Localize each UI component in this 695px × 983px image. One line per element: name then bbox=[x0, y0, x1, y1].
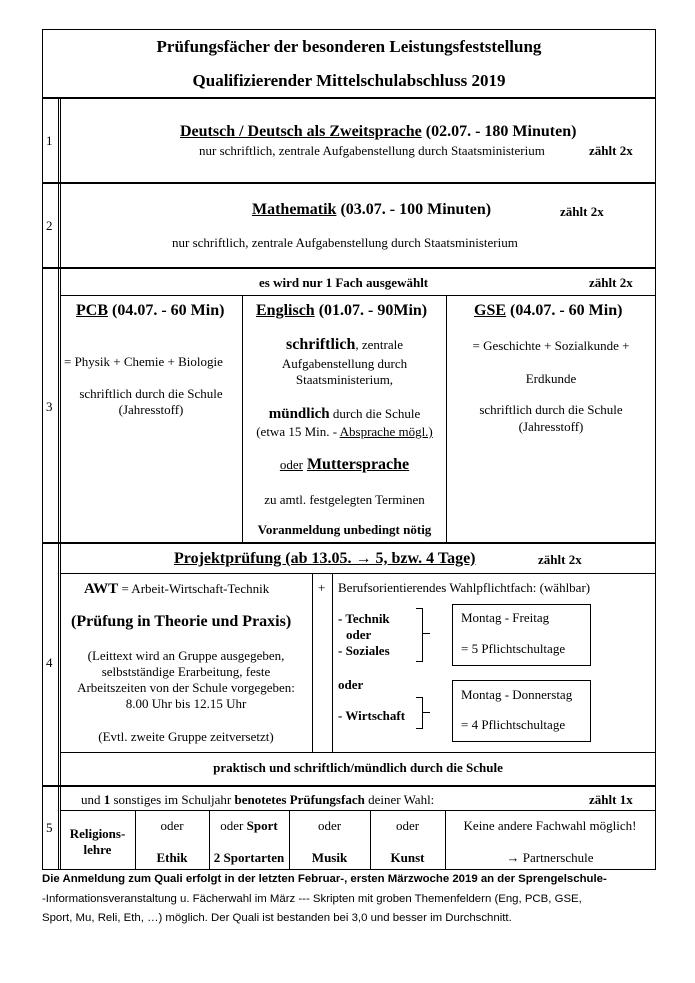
deutsch-date: (02.07. - 180 Minuten) bbox=[425, 123, 577, 140]
title-line-2: Qualifizierender Mittelschulabschluss 2019 bbox=[192, 71, 506, 90]
awt-p4: 8.00 Uhr bis 12.15 Uhr bbox=[125, 696, 247, 711]
sonstiges-und: und bbox=[81, 792, 104, 807]
englisch-schriftlich: schriftlich bbox=[286, 336, 356, 353]
row-number-5: 5 bbox=[46, 820, 53, 835]
option-wirtschaft: - Wirtschaft bbox=[338, 708, 406, 723]
englisch-muendlich: mündlich bbox=[268, 406, 330, 422]
englisch-date: (01.07. - 90Min) bbox=[318, 302, 428, 319]
pcb-line2: schriftlich durch die Schule bbox=[79, 386, 223, 401]
cell-keine-wahl: Keine andere Fachwahl möglich! bbox=[463, 818, 637, 833]
wahl-header: es wird nur 1 Fach ausgewählt bbox=[259, 275, 429, 290]
footnote-line-2: -Informationsveranstaltung u. Fächerwahl im März --- Skripten mit groben Themenfeldern (Eng, PCB, GSE, bbox=[42, 893, 582, 905]
englisch-subject: Englisch bbox=[256, 302, 315, 319]
cell-religion-1: Religions- bbox=[69, 826, 126, 841]
gse-line1: = Geschichte + Sozialkunde + bbox=[472, 338, 630, 353]
cell-sport: Sport bbox=[246, 818, 278, 833]
englisch-line3: Staatsministerium, bbox=[295, 372, 394, 387]
awt-p3: Arbeitszeiten von der Schule vorgegeben: bbox=[77, 680, 295, 695]
row-number-3: 3 bbox=[46, 399, 53, 414]
pcb-date: (04.07. - 60 Min) bbox=[112, 302, 225, 319]
cell-sport-oder-word: oder bbox=[220, 818, 247, 833]
pcb-subject: PCB bbox=[76, 302, 108, 319]
projekt-title: Projektprüfung (ab 13.05. → 5, bzw. 4 Tage) bbox=[174, 550, 476, 567]
projekt-weight: zählt 2x bbox=[538, 552, 582, 567]
englisch-muttersprache: Muttersprache bbox=[306, 456, 410, 473]
cell-kunst-oder: oder bbox=[395, 818, 420, 833]
box-5-tage-days: Montag - Freitag bbox=[461, 610, 550, 625]
row-number-1: 1 bbox=[46, 133, 53, 148]
footnote-line-3: Sport, Mu, Reli, Eth, …) möglich. Der Quali ist bestanden bei 3,0 und besser im Durchschnitt. bbox=[42, 912, 512, 924]
deutsch-note: nur schriftlich, zentrale Aufgabenstellung durch Staatsministerium bbox=[199, 143, 545, 158]
option-soziales: - Soziales bbox=[338, 643, 390, 658]
brace-wirtschaft bbox=[416, 697, 423, 729]
cell-ethik: Ethik bbox=[156, 850, 188, 865]
gse-line4: (Jahresstoff) bbox=[518, 419, 584, 434]
box-4-tage bbox=[452, 680, 591, 742]
pcb-heading bbox=[76, 302, 224, 320]
englisch-durch-schule: durch die Schule bbox=[329, 406, 421, 421]
box-5-tage bbox=[452, 604, 591, 666]
title-line-1: Prüfungsfächer der besonderen Leistungsfeststellung bbox=[156, 37, 542, 56]
projekt-footer: praktisch und schriftlich/mündlich durch die Schule bbox=[213, 760, 503, 775]
beruf-label: Berufsorientierendes Wahlpflichtfach: (wählbar) bbox=[338, 580, 591, 595]
awt-p2: selbstständige Erarbeitung, feste bbox=[101, 664, 271, 679]
cell-musik-oder: oder bbox=[317, 818, 342, 833]
englisch-voranmeldung: Voranmeldung unbedingt nötig bbox=[257, 522, 432, 537]
sonstiges-benotet: benotetes Prüfungsfach bbox=[234, 792, 365, 807]
englisch-line1 bbox=[243, 336, 446, 354]
cell-musik: Musik bbox=[311, 850, 348, 865]
englisch-line2: Aufgabenstellung durch bbox=[281, 356, 408, 371]
box-4-tage-days: Montag - Donnerstag bbox=[461, 687, 573, 702]
englisch-termine: zu amtl. festgelegten Terminen bbox=[264, 492, 425, 507]
plus-sign: + bbox=[318, 580, 326, 595]
sonstiges-wahl: deiner Wahl: bbox=[364, 792, 435, 807]
mathe-note: nur schriftlich, zentrale Aufgabenstellung durch Staatsministerium bbox=[172, 235, 518, 250]
gse-heading bbox=[474, 302, 622, 320]
deutsch-heading bbox=[180, 123, 576, 141]
gse-line2: Erdkunde bbox=[525, 371, 577, 386]
footnote-line-1: Die Anmeldung zum Quali erfolgt in der letzten Februar-, ersten Märzwoche 2019 an der Sprengelschule- bbox=[42, 873, 607, 885]
row-number-2: 2 bbox=[46, 218, 53, 233]
englisch-absprache: Absprache mögl.) bbox=[339, 424, 433, 439]
option-oder-2: oder bbox=[338, 677, 364, 692]
sonstiges-weight: zählt 1x bbox=[589, 792, 633, 807]
awt-label: AWT bbox=[84, 581, 119, 597]
mathe-weight: zählt 2x bbox=[560, 204, 604, 219]
sonstiges-mid: sonstiges im Schuljahr bbox=[110, 792, 235, 807]
awt-heading bbox=[84, 580, 269, 598]
wahl-weight: zählt 2x bbox=[589, 275, 633, 290]
awt-full: = Arbeit-Wirtschaft-Technik bbox=[118, 581, 270, 596]
option-oder-1: oder bbox=[346, 627, 372, 642]
cell-sportarten: 2 Sportarten bbox=[213, 850, 285, 865]
cell-sport-oder bbox=[209, 818, 289, 834]
row-number-4: 4 bbox=[46, 655, 53, 670]
awt-p5: (Evtl. zweite Gruppe zeitversetzt) bbox=[98, 729, 274, 744]
box-5-tage-count: = 5 Pflichtschultage bbox=[461, 641, 566, 656]
englisch-zentrale: , zentrale bbox=[355, 337, 403, 352]
gse-date: (04.07. - 60 Min) bbox=[510, 302, 623, 319]
brace-technik-soziales bbox=[416, 608, 423, 662]
mathe-date: (03.07. - 100 Minuten) bbox=[340, 201, 492, 218]
deutsch-subject: Deutsch / Deutsch als Zweitsprache bbox=[180, 123, 422, 140]
englisch-muttersprache-line bbox=[243, 456, 446, 474]
pcb-line3: (Jahresstoff) bbox=[118, 402, 184, 417]
englisch-oder: oder bbox=[279, 457, 303, 472]
cell-religion-2: lehre bbox=[83, 842, 112, 857]
gse-line3: schriftlich durch die Schule bbox=[479, 402, 623, 417]
box-4-tage-count: = 4 Pflichtschultage bbox=[461, 717, 566, 732]
englisch-line5 bbox=[243, 424, 446, 440]
awt-p1: (Leittext wird an Gruppe ausgegeben, bbox=[87, 648, 285, 663]
sonstiges-lead bbox=[81, 792, 434, 808]
englisch-line4 bbox=[243, 405, 446, 423]
englisch-etwa: (etwa 15 Min. - bbox=[256, 424, 340, 439]
cell-partnerschule: → Partnerschule bbox=[506, 850, 594, 865]
mathe-subject: Mathematik bbox=[252, 201, 337, 218]
mathe-heading bbox=[252, 201, 491, 219]
option-technik: - Technik bbox=[338, 611, 390, 626]
gse-subject: GSE bbox=[474, 302, 507, 319]
sonstiges-eins: 1 bbox=[103, 792, 111, 807]
deutsch-weight: zählt 2x bbox=[589, 143, 633, 158]
awt-pruefung: (Prüfung in Theorie und Praxis) bbox=[71, 613, 292, 630]
cell-kunst: Kunst bbox=[390, 850, 425, 865]
cell-ethik-oder: oder bbox=[160, 818, 184, 833]
pcb-line1: = Physik + Chemie + Biologie bbox=[64, 354, 223, 369]
englisch-heading bbox=[256, 302, 427, 320]
